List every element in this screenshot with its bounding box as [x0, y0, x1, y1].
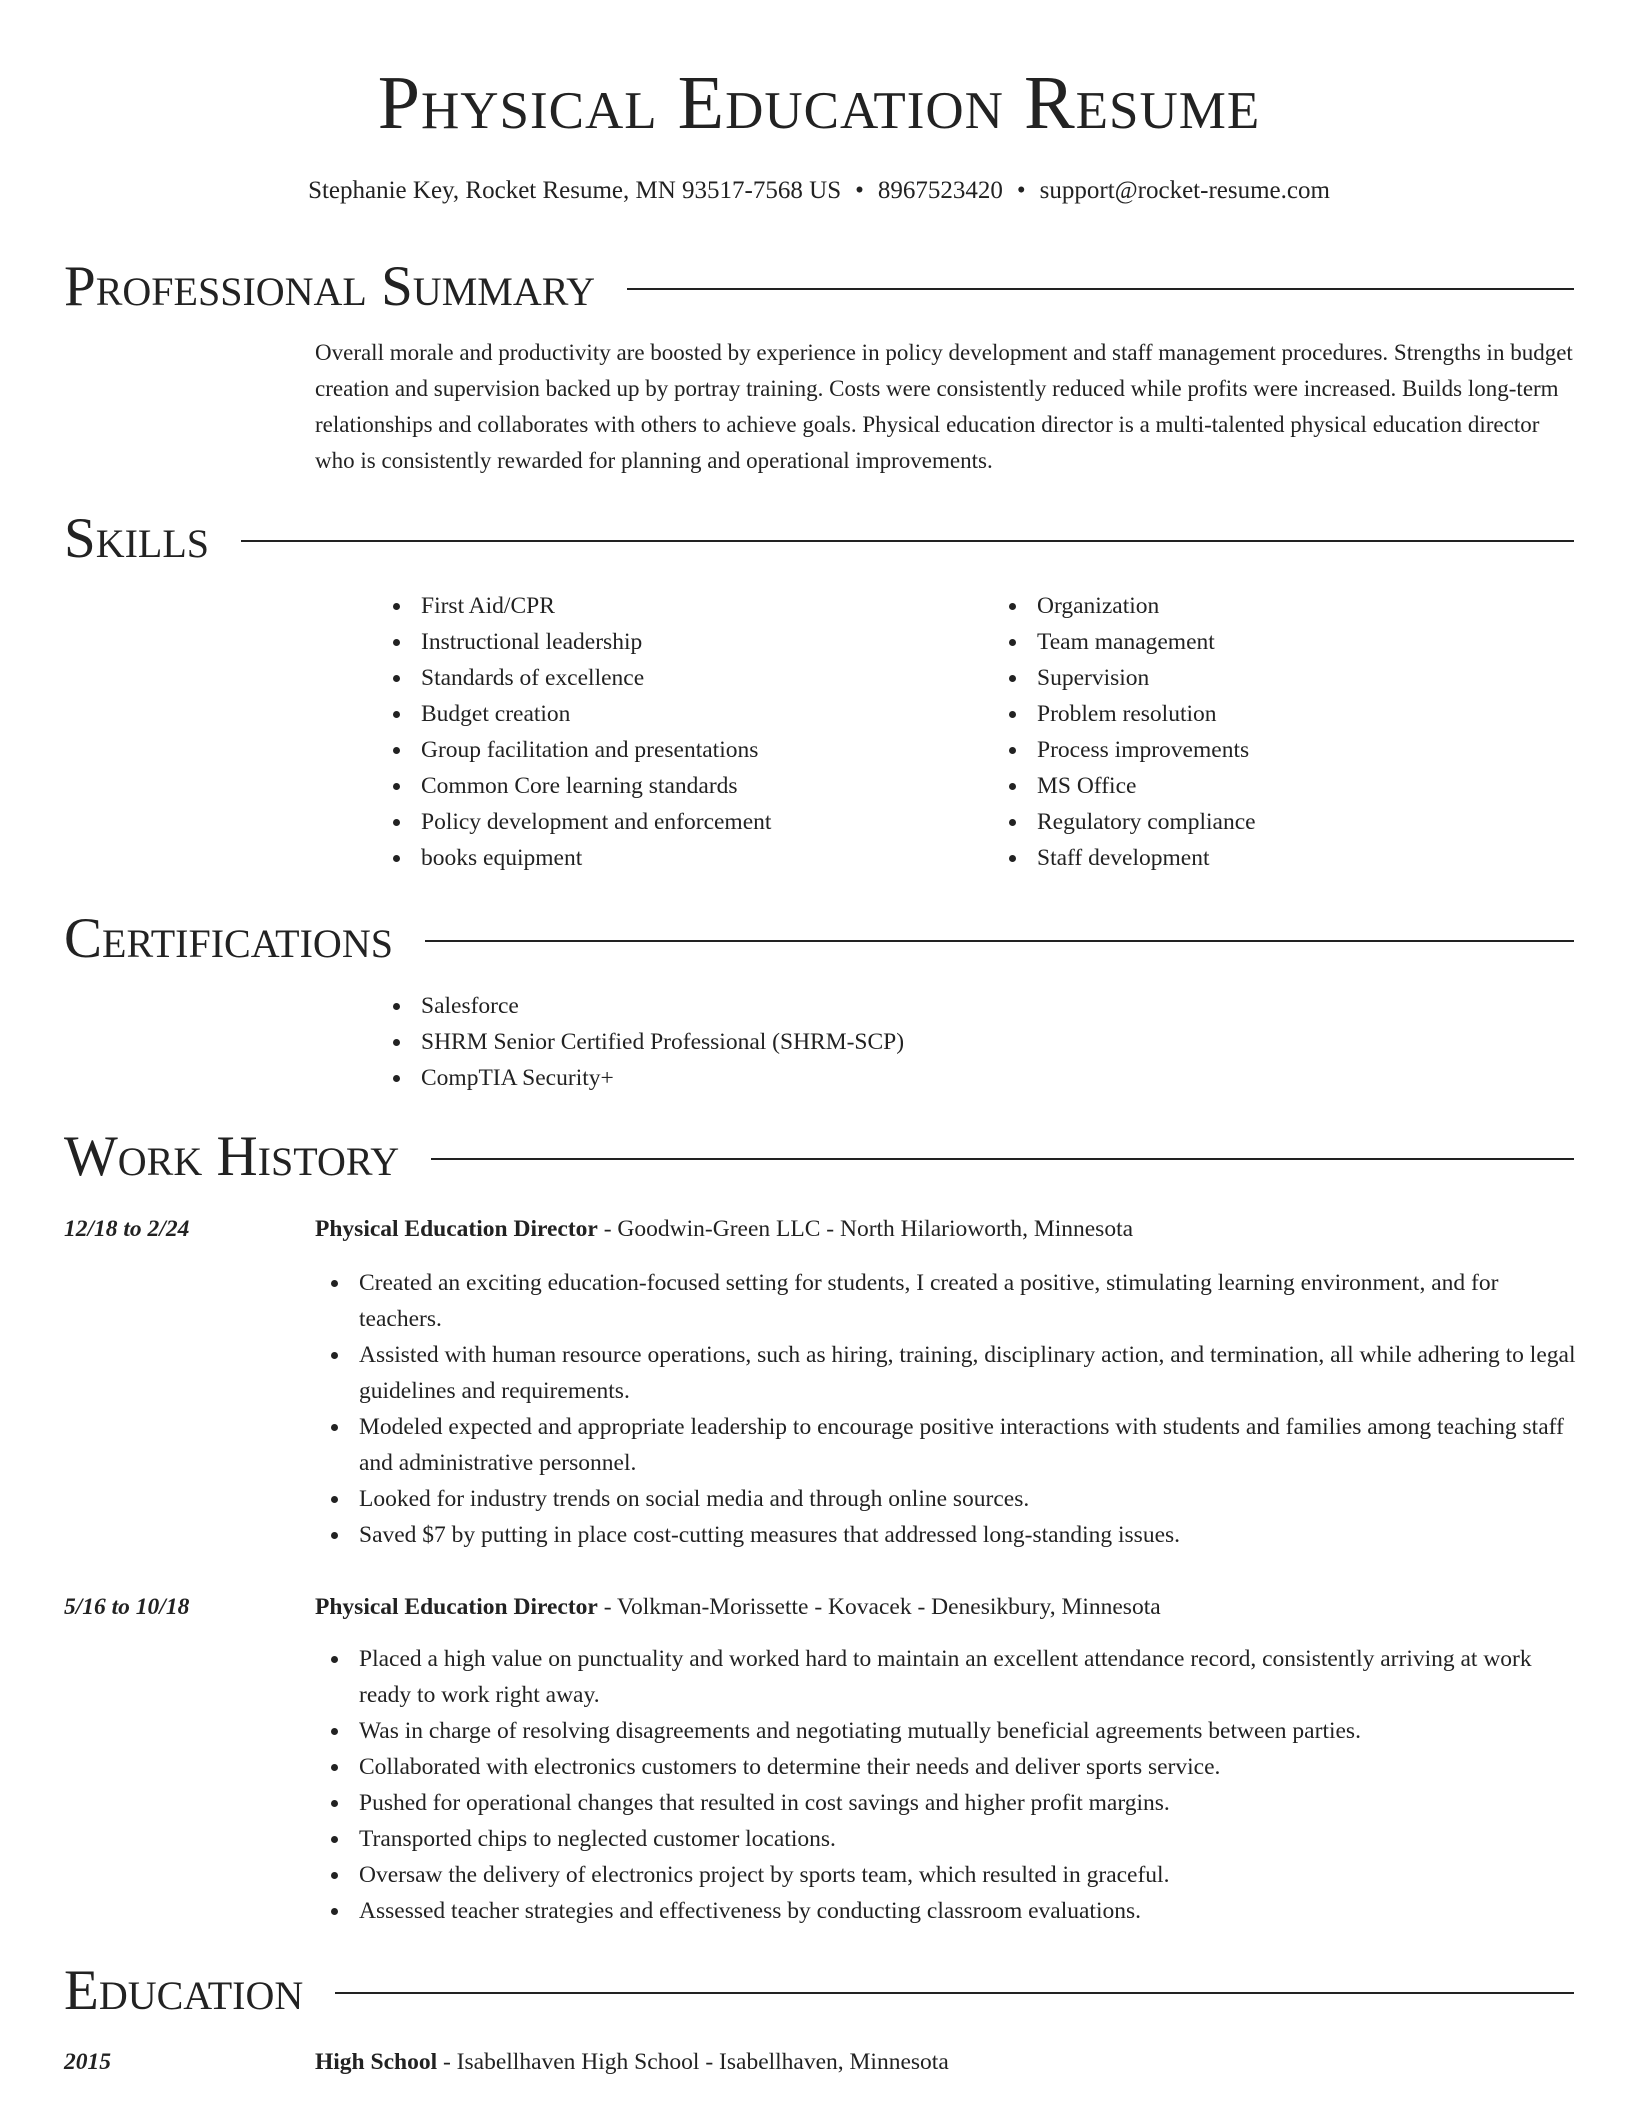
- skill-item: Organization: [993, 588, 1593, 624]
- section-divider: [431, 1158, 1574, 1160]
- skill-item: Team management: [993, 624, 1593, 660]
- job-bullet: Placed a high value on punctuality and worked hard to maintain an excellent attendance record, consistently arriving at work ready to work right away.: [315, 1641, 1577, 1713]
- job-bullet: Collaborated with electronics customers to determine their needs and deliver sports service.: [315, 1749, 1577, 1785]
- section-title-education: Education: [64, 1959, 304, 2022]
- section-header-education: [64, 1958, 1574, 2024]
- section-title-summary: Professional Summary: [64, 255, 596, 318]
- section-header-skills: [64, 506, 1574, 572]
- skill-item: Standards of excellence: [377, 660, 977, 696]
- section-divider: [627, 288, 1574, 290]
- job-dates: 12/18 to 2/24: [64, 1216, 190, 1242]
- skill-item: Regulatory compliance: [993, 804, 1593, 840]
- summary-text: Overall morale and productivity are boosted by experience in policy development and staff management procedures. Strengths in budget creation and supervision backed up by portray training. Costs were consistently reduced while profits were increased. Builds long-term relationships and collaborates with others to achieve goals. Physical education director is a multi-talented physical education director who is consistently rewarded for planning and operational improvements.: [315, 340, 1573, 473]
- skill-item: Process improvements: [993, 732, 1593, 768]
- skill-item: First Aid/CPR: [377, 588, 977, 624]
- contact-email: support@rocket-resume.com: [1039, 177, 1330, 204]
- section-divider: [335, 1992, 1574, 1994]
- job-bullet: Created an exciting education-focused setting for students, I created a positive, stimulating learning environment, and for teachers.: [315, 1265, 1577, 1337]
- job-dates: 5/16 to 10/18: [64, 1594, 190, 1620]
- skill-item: Staff development: [993, 840, 1593, 876]
- job-role: Physical Education Director: [315, 1594, 598, 1620]
- section-divider: [241, 540, 1574, 542]
- certification-item: CompTIA Security+: [377, 1060, 1577, 1096]
- job-bullet: Assisted with human resource operations, such as hiring, training, disciplinary action, and termination, all while adhering to legal guidelines and requirements.: [315, 1337, 1577, 1409]
- section-title-certifications: Certifications: [64, 907, 393, 970]
- job-bullets: [315, 1265, 1577, 1553]
- job-bullet: Was in charge of resolving disagreements and negotiating mutually beneficial agreements between parties.: [315, 1713, 1577, 1749]
- education-degree: High School: [315, 2049, 438, 2075]
- skill-item: Common Core learning standards: [377, 768, 977, 804]
- contact-phone: 8967523420: [877, 177, 1003, 204]
- contact-line: [64, 174, 1574, 208]
- section-header-work-history: [64, 1124, 1574, 1190]
- job-title-line: [315, 1211, 1133, 1247]
- education-line: [315, 2044, 949, 2080]
- skill-item: Problem resolution: [993, 696, 1593, 732]
- certifications-list: [377, 988, 1577, 1096]
- education-details: - Isabellhaven High School - Isabellhaven, Minnesota: [437, 2049, 949, 2075]
- skill-item: Budget creation: [377, 696, 977, 732]
- job-title-line: [315, 1589, 1161, 1625]
- contact-address: Stephanie Key, Rocket Resume, MN 93517-7568 US: [308, 177, 842, 204]
- skill-item: MS Office: [993, 768, 1593, 804]
- job-role: Physical Education Director: [315, 1216, 598, 1242]
- certification-item: Salesforce: [377, 988, 1577, 1024]
- skills-list-left: [377, 588, 977, 876]
- certification-item: SHRM Senior Certified Professional (SHRM-SCP): [377, 1024, 1577, 1060]
- job-bullet: Modeled expected and appropriate leadership to encourage positive interactions with students and families among teaching staff and administrative personnel.: [315, 1409, 1577, 1481]
- skill-item: Group facilitation and presentations: [377, 732, 977, 768]
- job-bullet: Transported chips to neglected customer locations.: [315, 1821, 1577, 1857]
- job-details: - Goodwin-Green LLC - North Hilarioworth, Minnesota: [597, 1216, 1134, 1242]
- section-divider: [425, 940, 1574, 942]
- page-title: Physical Education Resume: [377, 61, 1261, 145]
- job-bullet: Looked for industry trends on social media and through online sources.: [315, 1481, 1577, 1517]
- skill-item: Supervision: [993, 660, 1593, 696]
- contact-separator: •: [1016, 177, 1026, 204]
- skill-item: Instructional leadership: [377, 624, 977, 660]
- job-bullets: [315, 1641, 1577, 1929]
- job-bullet: Oversaw the delivery of electronics project by sports team, which resulted in graceful.: [315, 1857, 1577, 1893]
- job-details: - Volkman-Morissette - Kovacek - Denesikbury, Minnesota: [597, 1594, 1161, 1620]
- skill-item: books equipment: [377, 840, 977, 876]
- contact-separator: •: [855, 177, 864, 204]
- skill-item: Policy development and enforcement: [377, 804, 977, 840]
- job-bullet: Pushed for operational changes that resulted in cost savings and higher profit margins.: [315, 1785, 1577, 1821]
- job-bullet: Saved $7 by putting in place cost-cutting measures that addressed long-standing issues.: [315, 1517, 1577, 1553]
- section-header-certifications: [64, 906, 1574, 972]
- education-year: 2015: [64, 2049, 111, 2075]
- job-bullet: Assessed teacher strategies and effectiveness by conducting classroom evaluations.: [315, 1893, 1577, 1929]
- skills-list-right: [993, 588, 1593, 876]
- section-title-work-history: Work History: [64, 1125, 400, 1188]
- section-title-skills: Skills: [64, 507, 210, 570]
- section-header-summary: [64, 254, 1574, 320]
